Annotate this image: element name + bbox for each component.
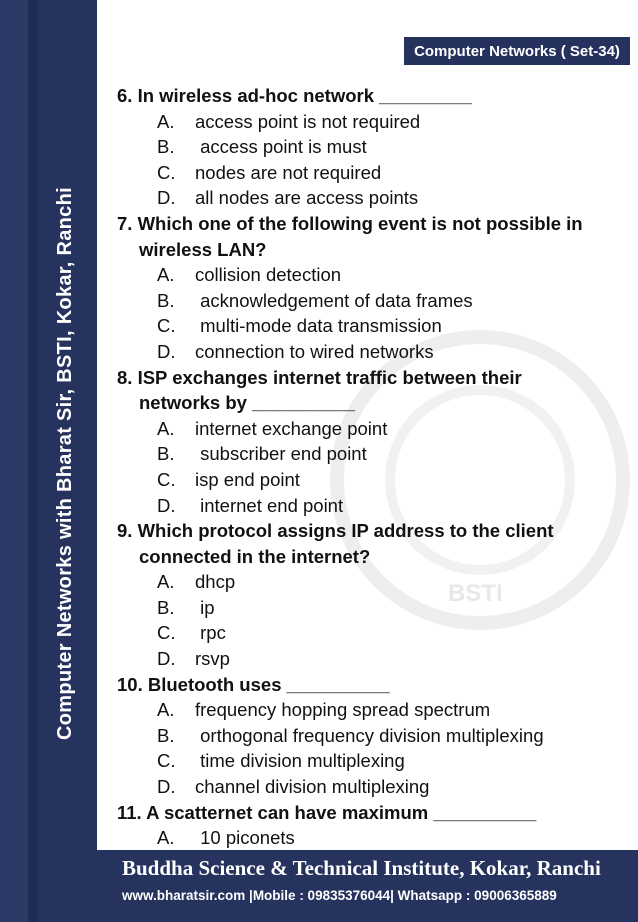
option-item xyxy=(117,313,622,339)
option-text: dhcp xyxy=(195,571,236,593)
option-item xyxy=(117,697,622,723)
option-item xyxy=(117,620,622,646)
question-text: 11. A scatternet can have maximum __________ xyxy=(117,801,537,823)
option-letter: B. xyxy=(157,724,175,746)
option-text: all nodes are access points xyxy=(195,187,419,209)
option-item xyxy=(117,569,622,595)
question-10 xyxy=(117,672,622,698)
option-letter: A. xyxy=(157,827,175,849)
option-letter: B. xyxy=(157,136,175,158)
option-text: internet end point xyxy=(195,494,344,516)
option-text: nodes are not required xyxy=(195,161,382,183)
option-letter: A. xyxy=(157,699,175,721)
option-letter: A. xyxy=(157,417,175,439)
option-item xyxy=(117,416,622,442)
option-text: isp end point xyxy=(195,468,300,490)
option-text: access point is not required xyxy=(195,110,421,132)
option-text: orthogonal frequency division multiplexing xyxy=(195,724,544,746)
sidebar-band-dark xyxy=(28,0,38,922)
question-text: connected in the internet? xyxy=(139,545,371,567)
question-text: 8. ISP exchanges internet traffic between their xyxy=(117,366,522,388)
question-text: wireless LAN? xyxy=(139,238,267,260)
option-letter: D. xyxy=(157,340,176,362)
question-6 xyxy=(117,83,622,109)
sidebar xyxy=(0,0,97,922)
option-item xyxy=(117,441,622,467)
option-text: access point is must xyxy=(195,136,367,158)
option-item xyxy=(117,109,622,135)
option-text: time division multiplexing xyxy=(195,750,405,772)
sidebar-vertical-title: Computer Networks with Bharat Sir, BSTI, Kokar, Ranchi xyxy=(54,187,76,740)
option-item xyxy=(117,825,622,851)
question-text: 10. Bluetooth uses __________ xyxy=(117,673,390,695)
option-letter: D. xyxy=(157,494,176,516)
option-letter: C. xyxy=(157,468,176,490)
option-text: collision detection xyxy=(195,264,342,286)
option-text: frequency hopping spread spectrum xyxy=(195,699,491,721)
option-letter: B. xyxy=(157,443,175,465)
option-item xyxy=(117,493,622,519)
watermark-text: BSTI xyxy=(448,580,503,607)
option-letter: C. xyxy=(157,622,176,644)
option-text: 10 piconets xyxy=(195,827,295,849)
question-11 xyxy=(117,800,622,826)
option-letter: C. xyxy=(157,161,176,183)
option-item xyxy=(117,467,622,493)
header-badge: Computer Networks ( Set-34) xyxy=(404,37,630,65)
option-item xyxy=(117,185,622,211)
option-text: rsvp xyxy=(195,648,230,670)
option-text: internet exchange point xyxy=(195,417,388,439)
option-text: multi-mode data transmission xyxy=(195,315,442,337)
option-text: acknowledgement of data frames xyxy=(195,289,473,311)
option-letter: A. xyxy=(157,571,175,593)
option-item xyxy=(117,339,622,365)
option-text: connection to wired networks xyxy=(195,340,434,362)
option-item xyxy=(117,288,622,314)
option-item xyxy=(117,774,622,800)
question-text: 7. Which one of the following event is not possible in xyxy=(117,212,583,234)
option-item xyxy=(117,262,622,288)
option-letter: D. xyxy=(157,776,176,798)
option-text: ip xyxy=(195,596,215,618)
option-item xyxy=(117,134,622,160)
footer-title: Buddha Science & Technical Institute, Kokar, Ranchi xyxy=(122,856,601,880)
sidebar-band xyxy=(0,0,28,922)
question-9 xyxy=(117,518,622,569)
question-8 xyxy=(117,365,622,416)
option-letter: D. xyxy=(157,187,176,209)
question-text: networks by __________ xyxy=(139,392,355,414)
option-letter: B. xyxy=(157,289,175,311)
option-text: rpc xyxy=(195,622,226,644)
option-item xyxy=(117,160,622,186)
option-item xyxy=(117,646,622,672)
question-text: 6. In wireless ad-hoc network _________ xyxy=(117,85,472,106)
question-text: 9. Which protocol assigns IP address to the client xyxy=(117,520,554,542)
option-item xyxy=(117,748,622,774)
option-item xyxy=(117,595,622,621)
option-text: subscriber end point xyxy=(195,443,367,465)
option-letter: C. xyxy=(157,750,176,772)
option-letter: C. xyxy=(157,315,176,337)
question-list xyxy=(117,83,622,851)
option-letter: A. xyxy=(157,264,175,286)
option-letter: B. xyxy=(157,596,175,618)
option-item xyxy=(117,723,622,749)
option-text: channel division multiplexing xyxy=(195,776,430,798)
footer-contact: www.bharatsir.com |Mobile : 09835376044| Whatsapp : 09006365889 xyxy=(122,888,557,903)
option-letter: A. xyxy=(157,110,175,132)
option-letter: D. xyxy=(157,648,176,670)
question-7 xyxy=(117,211,622,262)
footer xyxy=(97,850,638,922)
